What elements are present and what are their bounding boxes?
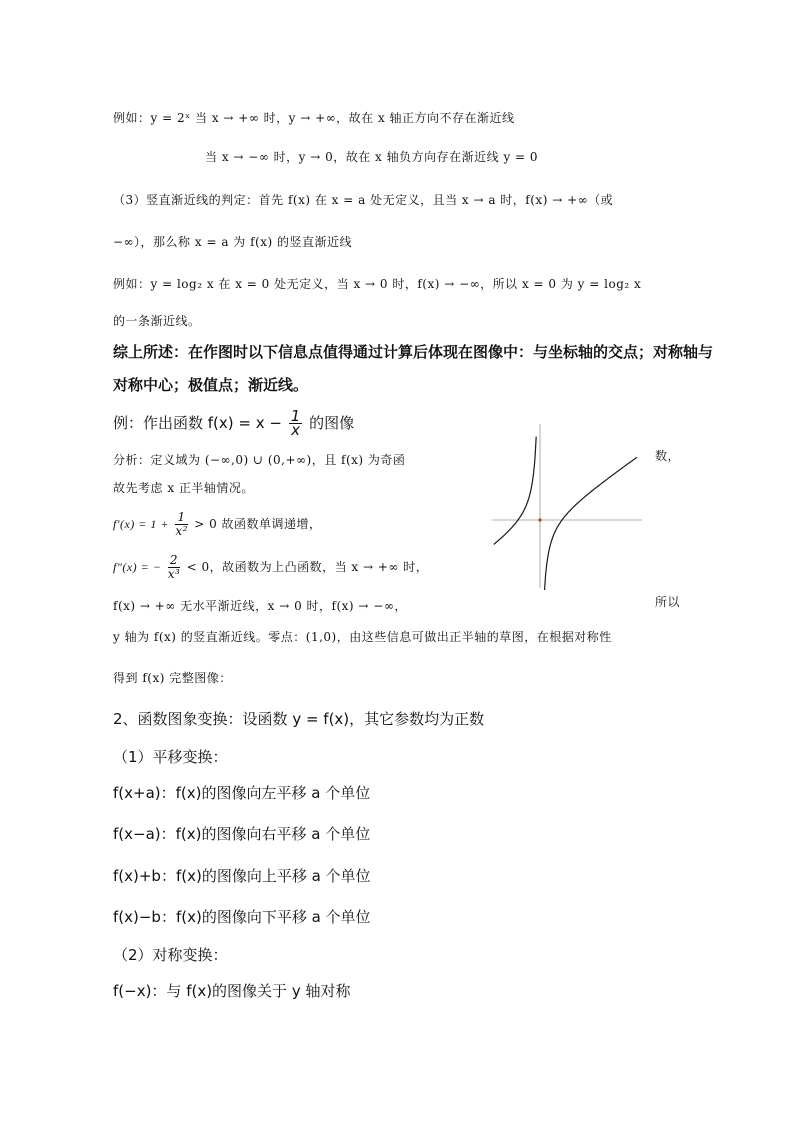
- analysis-line-2: 故先考虑 x 正半轴情况。: [113, 481, 254, 495]
- translation-left: f(x+a)：f(x)的图像向左平移 a 个单位: [113, 784, 371, 802]
- line-example-log: 例如：y = log₂ x 在 x = 0 处无定义，当 x → 0 时，f(x) → −∞，所以 x = 0 为 y = log₂ x: [113, 277, 642, 291]
- limit-line-1-tail: 所以: [655, 595, 681, 609]
- function-graph: [462, 420, 646, 590]
- origin-point: [538, 518, 541, 521]
- symmetry-heading: （2）对称变换：: [113, 946, 228, 964]
- second-derivative-line: f″(x) = − $\frac{2}{\text{x³}}$ < 0，故函数为上凸函数，当 x → +∞ 时，: [113, 553, 429, 581]
- line-example-exponential-2: 当 x → −∞ 时，y → 0，故在 x 轴负方向存在渐近线 y = 0: [205, 150, 539, 164]
- limit-line-1: f(x) → +∞ 无水平渐近线，x → 0 时，f(x) → −∞，: [113, 599, 407, 613]
- limit-line-2: y 轴为 f(x) 的竖直渐近线。零点：(1,0)，由这些信息可做出正半轴的草图，在根据对称性: [113, 630, 612, 644]
- line-vertical-asymptote-rule-2: −∞），那么称 x = a 为 f(x) 的竖直渐近线: [113, 235, 352, 249]
- analysis-line-1-tail: 数，: [655, 449, 681, 463]
- summary-line-2: 对称中心；极值点；渐近线。: [113, 376, 309, 394]
- translation-up: f(x)+b：f(x)的图像向上平移 a 个单位: [113, 867, 371, 885]
- translation-heading: （1）平移变换：: [113, 748, 228, 766]
- translation-down: f(x)−b：f(x)的图像向下平移 a 个单位: [113, 908, 371, 926]
- first-derivative-line: f′(x) = 1 + $\frac{1}{\text{x²}}$ > 0 故函数单调递增，: [113, 510, 322, 538]
- line-vertical-asymptote-rule: （3）竖直渐近线的判定：首先 f(x) 在 x = a 处无定义，且当 x → a 时，f(x) → +∞（或: [113, 193, 614, 207]
- example-function-title: 例：作出函数 f(x) = x − $\frac{1}{x}$ 的图像: [113, 407, 355, 439]
- line-example-exponential: 例如：y = 2ˣ 当 x → +∞ 时，y → +∞，故在 x 轴正方向不存在渐近线: [113, 111, 515, 125]
- summary-line-1: 综上所述：在作图时以下信息点值得通过计算后体现在图像中：与坐标轴的交点；对称轴与: [113, 343, 714, 361]
- translation-right: f(x−a)：f(x)的图像向右平移 a 个单位: [113, 825, 371, 843]
- limit-line-3: 得到 f(x) 完整图像：: [113, 671, 232, 685]
- symmetry-y-axis: f(−x)：与 f(x)的图像关于 y 轴对称: [113, 982, 351, 1000]
- analysis-line-1: 分析：定义域为 (−∞,0) ∪ (0,+∞)，且 f(x) 为奇函: [113, 453, 406, 467]
- curve-right-branch: [545, 457, 637, 590]
- line-example-log-2: 的一条渐近线。: [113, 314, 201, 328]
- transform-heading: 2、函数图象变换：设函数 y = f(x)，其它参数均为正数: [113, 710, 485, 728]
- curve-left-branch: [494, 437, 536, 545]
